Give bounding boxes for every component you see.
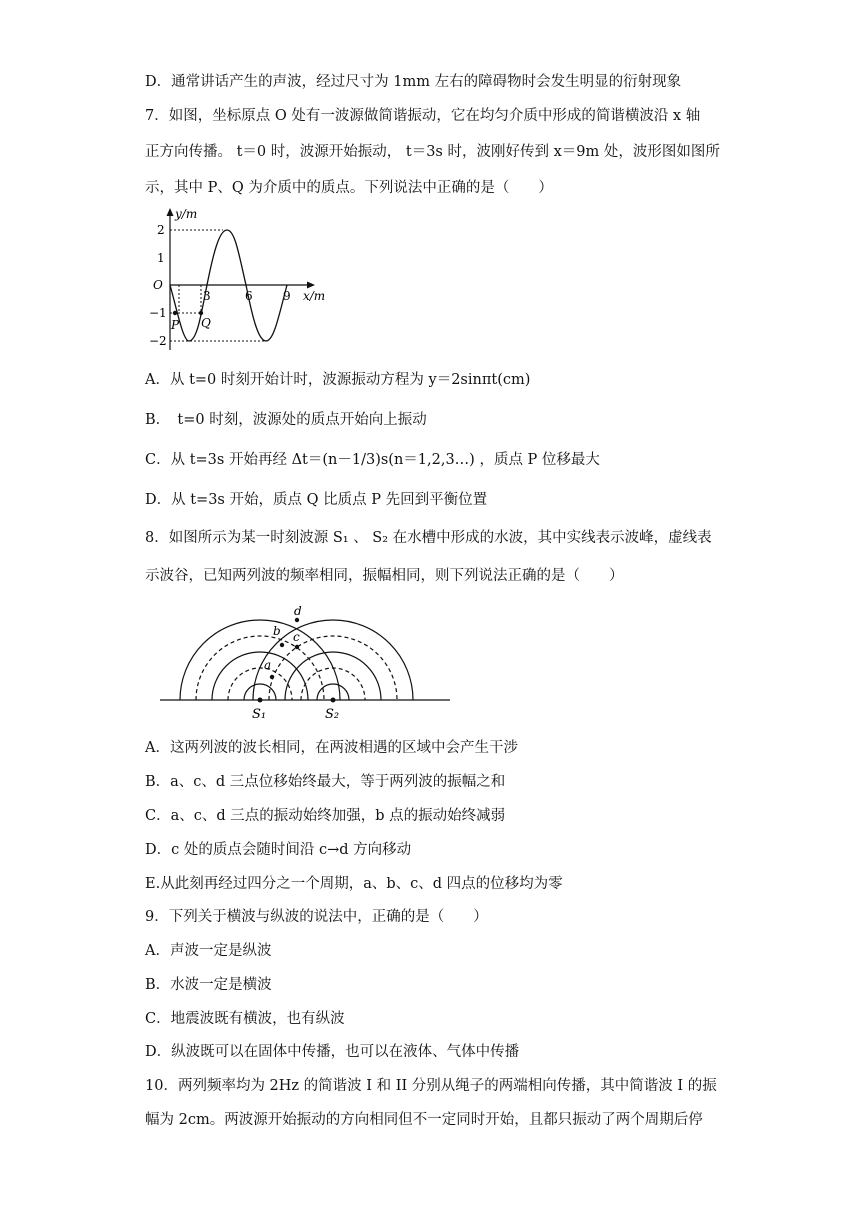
q8-stem-2: 示波谷，已知两列波的频率相同，振幅相同，则下列说法正确的是（ ） [145, 568, 624, 584]
q7-option-d: D．从 t=3s 开始，质点 Q 比质点 P 先回到平衡位置 [145, 492, 488, 508]
source-s1-marker [258, 698, 263, 703]
point-q-marker [199, 311, 203, 315]
point-p-marker [173, 311, 177, 315]
q9-option-a: A．声波一定是纵波 [145, 943, 272, 959]
point-q-label: Q [201, 316, 211, 330]
q9-option-c: C．地震波既有横波，也有纵波 [145, 1011, 345, 1027]
wave-graph [145, 205, 335, 355]
point-p-label: P [171, 318, 180, 332]
point-b-marker [280, 643, 284, 647]
q7-option-b: B． t=0 时刻，波源处的质点开始向上振动 [145, 412, 427, 428]
q8-stem-1: 8．如图所示为某一时刻波源 S₁ 、 S₂ 在水槽中形成的水波，其中实线表示波峰，虚线表 [145, 530, 712, 546]
interference-diagram [160, 605, 450, 725]
q8-option-d: D．c 处的质点会随时间沿 c→d 方向移动 [145, 842, 412, 858]
point-d-marker [295, 618, 299, 622]
q8-option-a: A．这两列波的波长相同，在两波相遇的区域中会产生干涉 [145, 740, 518, 756]
q7-option-c: C．从 t=3s 开始再经 Δt＝(n－1/3)s(n＝1,2,3…) ，质点 P 位移最大 [145, 452, 600, 468]
origin-label: O [153, 278, 163, 292]
q10-stem-1: 10．两列频率均为 2Hz 的简谐波 I 和 II 分别从绳子的两端相向传播，其中简谐波 I 的振 [145, 1078, 717, 1094]
point-d-label: d [294, 605, 302, 618]
point-c-marker [295, 645, 299, 649]
q7-option-a: A．从 t=0 时刻开始计时，波源振动方程为 y＝2sinπt(cm) [145, 372, 531, 388]
point-a-label: a [264, 658, 272, 672]
q6-option-d: D．通常讲话产生的声波，经过尺寸为 1mm 左右的障碍物时会发生明显的衍射现象 [145, 74, 682, 90]
y-tick-neg2: −2 [149, 334, 167, 348]
source-s1-label: S₁ [252, 707, 267, 722]
q7-stem-1: 7．如图，坐标原点 O 处有一波源做简谐振动，它在均匀介质中形成的简谐横波沿 x 轴 [145, 108, 701, 124]
y-tick-2: 2 [157, 223, 165, 237]
point-c-label: c [293, 630, 300, 644]
q9-stem: 9．下列关于横波与纵波的说法中，正确的是（ ） [145, 909, 488, 925]
q8-option-c: C．a、c、d 三点的振动始终加强，b 点的振动始终减弱 [145, 808, 506, 824]
x-axis-label: x/m [303, 289, 326, 303]
source-s2-label: S₂ [325, 707, 340, 722]
q7-stem-3: 示，其中 P、Q 为介质中的质点。下列说法中正确的是（ ） [145, 180, 553, 196]
x-tick-3: 3 [203, 289, 211, 303]
q8-option-b: B．a、c、d 三点位移始终最大，等于两列波的振幅之和 [145, 774, 506, 790]
q9-option-d: D．纵波既可以在固体中传播，也可以在液体、气体中传播 [145, 1044, 520, 1060]
point-a-marker [270, 675, 274, 679]
q9-option-b: B．水波一定是横波 [145, 977, 272, 993]
q8-option-e: E.从此刻再经过四分之一个周期，a、b、c、d 四点的位移均为零 [145, 876, 563, 892]
y-axis-label: y/m [175, 207, 198, 221]
x-tick-6: 6 [245, 289, 253, 303]
point-b-label: b [273, 624, 281, 638]
q10-stem-2: 幅为 2cm。两波源开始振动的方向相同但不一定同时开始，且都只振动了两个周期后停 [145, 1112, 703, 1128]
source-s2-marker [331, 698, 336, 703]
x-tick-9: 9 [283, 289, 291, 303]
y-tick-neg1: −1 [149, 306, 167, 320]
y-tick-1: 1 [157, 251, 165, 265]
q7-stem-2: 正方向传播。 t＝0 时，波源开始振动， t＝3s 时，波刚好传到 x＝9m 处，波形图如图所 [145, 144, 720, 160]
